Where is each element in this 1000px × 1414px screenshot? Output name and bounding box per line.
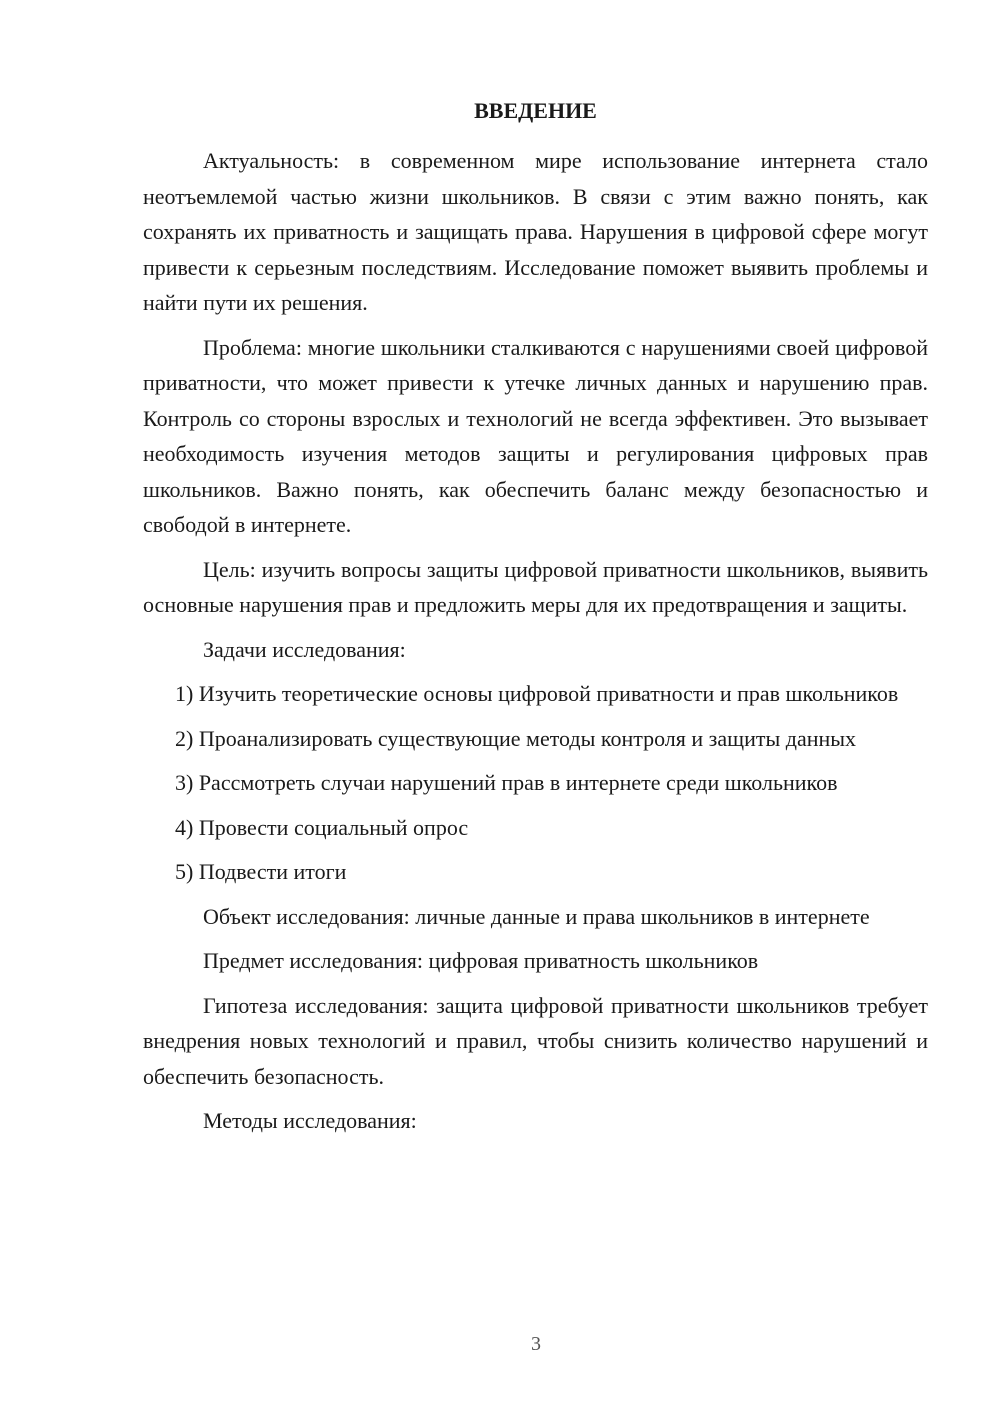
- list-item: 3) Рассмотреть случаи нарушений прав в интернете среди школьников: [175, 770, 838, 795]
- list-item: 2) Проанализировать существующие методы контроля и защиты данных: [175, 725, 857, 751]
- paragraph-goal: Цель: изучить вопросы защиты цифровой приватности школьников, выявить основные нарушения прав и предложить меры для их предотвращения и защиты.: [143, 556, 928, 617]
- paragraph-actuality: Актуальность: в современном мире использование интернета стало неотъемлемой частью жизни школьников. В связи с этим важно понять, как сохранять их приватность и защищать права. Нарушения в цифровой сфере могут привести к серьезным последствиям. Исследование поможет выявить проблемы и найти пути их решения.: [143, 148, 928, 315]
- paragraph-subject: Предмет исследования: цифровая приватность школьников: [203, 948, 759, 973]
- tasks-list: [143, 676, 928, 890]
- tasks-heading: Задачи исследования:: [203, 636, 406, 662]
- paragraph-hypothesis: Гипотеза исследования: защита цифровой приватности школьников требует внедрения новых технологий и правил, чтобы снизить количество нарушений и обеспечить безопасность.: [143, 992, 928, 1089]
- list-item: 1) Изучить теоретические основы цифровой приватности и прав школьников: [175, 681, 899, 706]
- methods-heading: Методы исследования:: [203, 1108, 417, 1133]
- document-page: [143, 96, 928, 1148]
- paragraph-problem: Проблема: многие школьники сталкиваются с нарушениями своей цифровой приватности, что может привести к утечке личных данных и нарушению прав. Контроль со стороны взрослых и технологий не всегда эффективен. Это вызывает необходимость изучения методов защиты и регулирования цифровых прав школьников. Важно понять, как обеспечить баланс между безопасностью и свободой в интернете.: [143, 334, 928, 537]
- paragraph-object: Объект исследования: личные данные и права школьников в интернете: [203, 903, 870, 929]
- page-title: ВВЕДЕНИЕ: [474, 98, 597, 123]
- page-number: 3: [531, 1333, 541, 1355]
- list-item: 5) Подвести итоги: [175, 859, 347, 884]
- list-item: 4) Провести социальный опрос: [175, 814, 469, 840]
